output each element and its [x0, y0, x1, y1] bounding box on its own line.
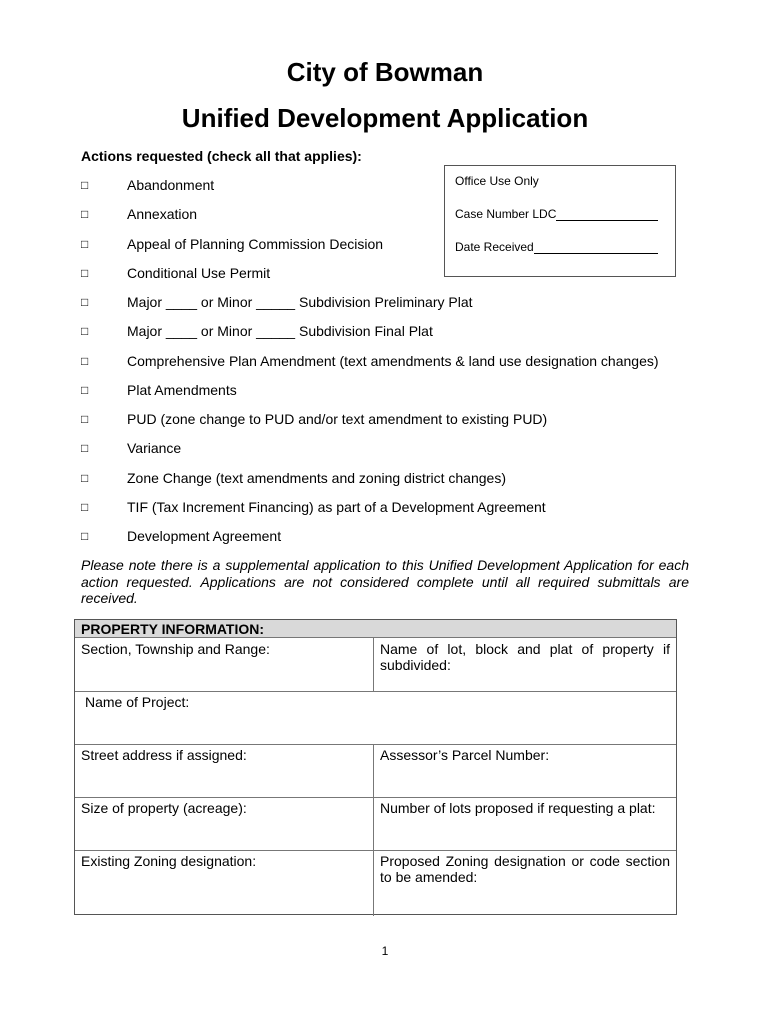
date-received-field[interactable]	[534, 241, 658, 254]
parcel-number-field[interactable]: Assessor’s Parcel Number:	[380, 747, 550, 763]
date-received-label: Date Received	[455, 240, 534, 254]
action-label: Abandonment	[127, 177, 215, 193]
checkbox-icon[interactable]: □	[81, 295, 89, 309]
actions-heading: Actions requested (check all that applies):	[81, 148, 362, 164]
checkbox-icon[interactable]: □	[81, 529, 89, 543]
lot-block-plat-field[interactable]: Name of lot, block and plat of property if subdivided:	[380, 641, 670, 673]
checkbox-icon[interactable]: □	[81, 207, 89, 221]
office-use-box	[444, 165, 676, 277]
date-received-line	[455, 240, 658, 254]
checkbox-icon[interactable]: □	[81, 354, 89, 368]
case-number-field[interactable]	[556, 208, 658, 221]
action-label: Conditional Use Permit	[127, 265, 271, 281]
property-header: PROPERTY INFORMATION:	[75, 620, 676, 638]
office-use-title: Office Use Only	[455, 174, 539, 188]
application-title: Unified Development Application	[181, 103, 589, 133]
checkbox-icon[interactable]: □	[81, 178, 89, 192]
case-number-line	[455, 207, 658, 221]
checkbox-icon[interactable]: □	[81, 412, 89, 426]
action-label: Development Agreement	[127, 528, 282, 544]
city-title: City of Bowman	[286, 57, 484, 87]
project-name-field[interactable]: Name of Project:	[85, 694, 190, 710]
action-label: PUD (zone change to PUD and/or text amendment to existing PUD)	[127, 411, 548, 427]
action-label: TIF (Tax Increment Financing) as part of a Development Agreement	[127, 499, 546, 515]
checkbox-icon[interactable]: □	[81, 471, 89, 485]
supplemental-note: Please note there is a supplemental application to this Unified Development Application for each action requested. Applications are not considered complete until all required submittals are received.	[81, 557, 689, 606]
lots-proposed-field[interactable]: Number of lots proposed if requesting a plat:	[380, 800, 656, 816]
street-address-field[interactable]: Street address if assigned:	[81, 747, 247, 763]
checkbox-icon[interactable]: □	[81, 441, 89, 455]
action-label: Appeal of Planning Commission Decision	[127, 236, 384, 252]
proposed-zoning-field[interactable]: Proposed Zoning designation or code section to be amended:	[380, 853, 670, 885]
property-information-table	[74, 619, 677, 915]
action-label: Annexation	[127, 206, 198, 222]
action-label: Major ____ or Minor _____ Subdivision Final Plat	[127, 323, 433, 339]
action-label: Variance	[127, 440, 182, 456]
size-acreage-field[interactable]: Size of property (acreage):	[81, 800, 247, 816]
page-number: 1	[381, 944, 389, 958]
checkbox-icon[interactable]: □	[81, 237, 89, 251]
action-label: Comprehensive Plan Amendment (text amendments & land use designation changes)	[127, 353, 659, 369]
checkbox-icon[interactable]: □	[81, 500, 89, 514]
checkbox-icon[interactable]: □	[81, 383, 89, 397]
checkbox-icon[interactable]: □	[81, 266, 89, 280]
action-label: Major ____ or Minor _____ Subdivision Preliminary Plat	[127, 294, 473, 310]
case-number-label: Case Number LDC	[455, 207, 557, 221]
checkbox-icon[interactable]: □	[81, 324, 89, 338]
action-label: Plat Amendments	[127, 382, 237, 398]
section-township-range-field[interactable]: Section, Township and Range:	[81, 641, 270, 657]
existing-zoning-field[interactable]: Existing Zoning designation:	[81, 853, 257, 869]
action-label: Zone Change (text amendments and zoning district changes)	[127, 470, 506, 486]
